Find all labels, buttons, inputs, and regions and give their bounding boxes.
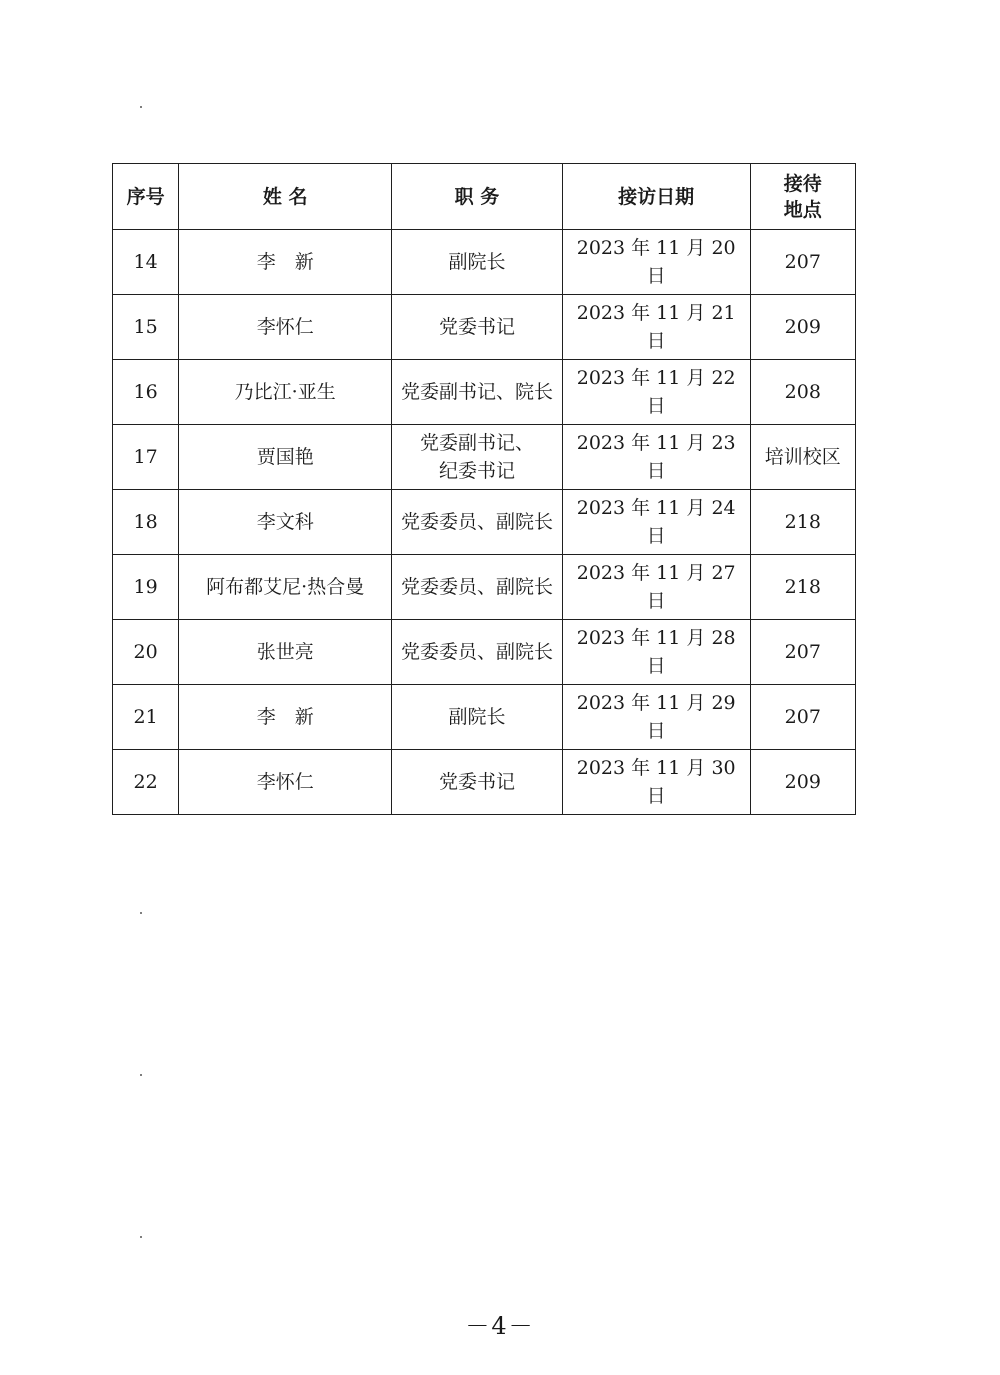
table-row — [113, 230, 856, 295]
table-row — [113, 490, 856, 555]
cell-position — [392, 750, 563, 815]
cell-position-line1: 党委委员、副院长 — [400, 576, 553, 598]
cell-location: 208 — [750, 360, 855, 425]
cell-name: 张世亮 — [179, 620, 392, 685]
cell-name: 李 新 — [179, 230, 392, 295]
header-location-line1: 接待 — [783, 172, 822, 195]
table-row — [113, 620, 856, 685]
cell-date: 2023 年 11 月 30 日 — [562, 750, 750, 815]
cell-location: 207 — [750, 685, 855, 750]
header-date: 接访日期 — [562, 164, 750, 230]
header-location-line2: 地点 — [783, 198, 822, 221]
table-body — [113, 230, 856, 815]
cell-seq: 22 — [113, 750, 179, 815]
cell-seq: 14 — [113, 230, 179, 295]
cell-name: 李怀仁 — [179, 295, 392, 360]
margin-dot — [140, 1074, 142, 1076]
cell-seq: 17 — [113, 425, 179, 490]
cell-position — [392, 620, 563, 685]
header-position: 职 务 — [392, 164, 563, 230]
header-seq: 序号 — [113, 164, 179, 230]
cell-location: 207 — [750, 620, 855, 685]
cell-position-line1: 党委委员、副院长 — [400, 641, 553, 663]
cell-name: 阿布都艾尼·热合曼 — [179, 555, 392, 620]
cell-date: 2023 年 11 月 23 日 — [562, 425, 750, 490]
cell-location: 218 — [750, 490, 855, 555]
cell-location: 209 — [750, 750, 855, 815]
cell-name: 李怀仁 — [179, 750, 392, 815]
cell-location: 207 — [750, 230, 855, 295]
cell-name: 李 新 — [179, 685, 392, 750]
cell-seq: 15 — [113, 295, 179, 360]
cell-position-line1: 党委副书记、院长 — [400, 381, 553, 403]
cell-position-line1: 副院长 — [448, 251, 506, 273]
cell-seq: 18 — [113, 490, 179, 555]
table-row — [113, 295, 856, 360]
cell-name: 李文科 — [179, 490, 392, 555]
table-row — [113, 685, 856, 750]
cell-date: 2023 年 11 月 28 日 — [562, 620, 750, 685]
cell-position — [392, 360, 563, 425]
table-row — [113, 425, 856, 490]
cell-location: 209 — [750, 295, 855, 360]
cell-position — [392, 685, 563, 750]
cell-name: 贾国艳 — [179, 425, 392, 490]
reception-schedule-table — [112, 163, 856, 815]
cell-position-line1: 党委委员、副院长 — [400, 511, 553, 533]
margin-dot — [140, 912, 142, 914]
margin-dot — [140, 106, 142, 108]
cell-date: 2023 年 11 月 20 日 — [562, 230, 750, 295]
cell-position — [392, 425, 563, 490]
cell-location: 218 — [750, 555, 855, 620]
cell-date: 2023 年 11 月 27 日 — [562, 555, 750, 620]
cell-position-line1: 副院长 — [448, 706, 506, 728]
cell-seq: 19 — [113, 555, 179, 620]
cell-seq: 21 — [113, 685, 179, 750]
table-row — [113, 555, 856, 620]
cell-date: 2023 年 11 月 24 日 — [562, 490, 750, 555]
header-name: 姓 名 — [179, 164, 392, 230]
cell-location: 培训校区 — [750, 425, 855, 490]
table-header-row — [113, 164, 856, 230]
cell-name: 乃比江·亚生 — [179, 360, 392, 425]
cell-date: 2023 年 11 月 29 日 — [562, 685, 750, 750]
cell-position — [392, 230, 563, 295]
cell-seq: 16 — [113, 360, 179, 425]
cell-date: 2023 年 11 月 22 日 — [562, 360, 750, 425]
cell-position-line1: 党委副书记、 — [419, 432, 534, 454]
cell-position — [392, 490, 563, 555]
table-row — [113, 360, 856, 425]
cell-position-line1: 党委书记 — [438, 316, 515, 338]
cell-position — [392, 295, 563, 360]
cell-date: 2023 年 11 月 21 日 — [562, 295, 750, 360]
margin-dot — [140, 1236, 142, 1238]
cell-position — [392, 555, 563, 620]
cell-position-line1: 党委书记 — [438, 771, 515, 793]
table-row — [113, 750, 856, 815]
page-number: －4－ — [465, 1312, 535, 1340]
cell-seq: 20 — [113, 620, 179, 685]
header-location — [750, 164, 855, 230]
cell-position-line2: 纪委书记 — [438, 460, 515, 482]
